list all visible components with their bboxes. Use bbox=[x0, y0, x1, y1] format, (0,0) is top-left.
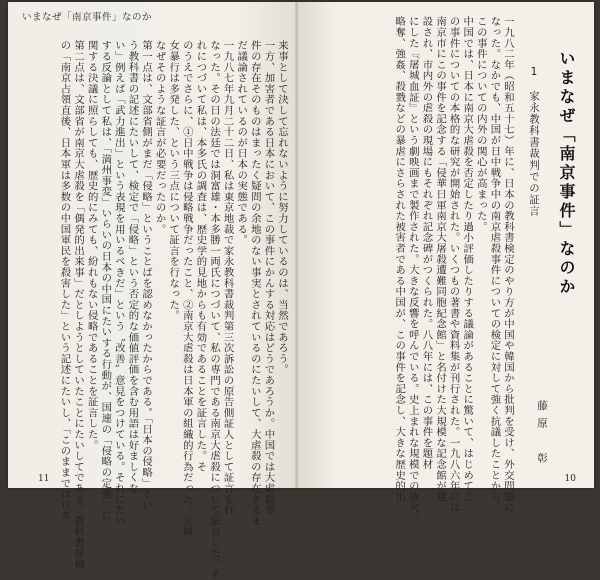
text-line: 一九八七年九月二十二日、私は東京地裁で家永教科書裁判第三次訴訟の原告側証人として証言を行 bbox=[221, 40, 234, 516]
text-line: 略奪、強姦、殺戮などの暴虐にさらされた被害者である中国が、この事件を記念し、大きな歴史的出 bbox=[393, 16, 406, 502]
text-line: 関する決議に照らしても、歴史的にみても、紛れもない侵略であることを証言した。 bbox=[85, 40, 98, 451]
text-line: 女暴行は多発した、という三点について証言を行なった。 bbox=[167, 40, 180, 321]
text-line: にした『屠城血証』という劇映画まで製作された。大きな反響を呼んでいる。史上まれな規模での放火、 bbox=[406, 16, 419, 524]
text-line: い」例えば「武力進出」という表現を用いるべきだ」という〝改善〟意見をつけている。それにたい bbox=[112, 40, 125, 526]
author-name: 藤原 彰 bbox=[536, 400, 548, 470]
text-line: なぜそのような証言が必要だったのか。 bbox=[153, 40, 166, 235]
text-line: 南京市にこの事件を記念する「侵華日軍南京大屠殺遭難同胞紀念館」と名付けた大規模な記念館が建 bbox=[434, 16, 447, 502]
text-line: する反論として私は、「満州事変」いらいの日本の中国にたいする行動が、国連の「侵略の定義」に bbox=[99, 40, 112, 521]
text-line: のうえでさらに、①日中戦争は侵略戦争だったこと、②南京大虐殺は日本軍の組織的行為だった、③婦 bbox=[180, 40, 193, 537]
chapter-title: いまなぜ「南京事件」なのか bbox=[557, 50, 576, 297]
open-book bbox=[8, 2, 594, 580]
text-line: 第一点は、文部省側がまだ「侵略」ということばを認めなかったからである。「日本の侵略」とい bbox=[140, 40, 153, 510]
text-line: だ議論されているのが日本の実態である。 bbox=[235, 40, 248, 246]
text-line: 第二点は、文部省が南京大虐殺を「偶発的出来事」だとしようとしていたことにたいしてである。教科書原稿 bbox=[72, 40, 85, 570]
text-line: なった。なかでも、中国が日中戦争中の南京虐殺事件についての検定に対して強く抗議したことから、 bbox=[488, 16, 501, 513]
text-line: 件の存在そのものはまったく疑問の余地のない事実とされているのにたいして、大虐殺の存在さえま bbox=[248, 40, 261, 526]
running-head: いまなぜ「南京事件」なのか bbox=[22, 12, 153, 23]
text-line: の「南京占領直後、日本軍は多数の中国軍民を殺害した」という記述にたいし、「このままでは日本 bbox=[58, 40, 71, 521]
text-line: う教科書の記述にたいして、検定で「侵略」という否定的な価値評価を含む用語は好ましくな bbox=[126, 40, 139, 494]
text-line: の事件についての本格的な研究が開始された。いくつもの著書や資料集が刊行された。一九八六年には bbox=[447, 16, 460, 513]
page-number-right: 10 bbox=[564, 474, 576, 484]
text-line: なった。その日の法廷では洞富雄・本多勝一両氏につづいて、私の専門である南京大虐殺について証言した。そ bbox=[208, 40, 221, 580]
text-line: 来事として決して忘れないように努力しているのは、当然であろう。 bbox=[276, 40, 288, 375]
right-page-body bbox=[392, 16, 514, 524]
section-heading: 1 家永教科書裁判での証言 bbox=[528, 66, 540, 217]
text-line: れにつづいて私は、本多氏の調査は、歴史学的見地からも有効であることを証言した。そ bbox=[194, 40, 207, 472]
text-line: この事件についての内外の関心が高まった。 bbox=[474, 16, 487, 232]
text-line: 中国では、日本に南京大虐殺を否定したり過小評価したりする議論があることに驚いて、はじめてこ bbox=[461, 16, 474, 502]
left-page bbox=[8, 2, 298, 580]
page-number-left: 11 bbox=[38, 474, 50, 484]
right-page bbox=[298, 2, 594, 524]
text-line: 一九八二年（昭和五十七）年に、日本の教科書検定のやり方が中国や韓国から批判を受け、外交問題に bbox=[502, 16, 514, 513]
left-page-body bbox=[57, 40, 288, 580]
text-line: 一方、加害者である日本において、この事件にかんする対応はどうであろうか。中国では大虐殺事 bbox=[262, 40, 275, 516]
text-line: 設され、市内外の虐殺の現場にもそれぞれ記念碑がつくられた。八八年には、この事件を題材 bbox=[420, 16, 433, 470]
